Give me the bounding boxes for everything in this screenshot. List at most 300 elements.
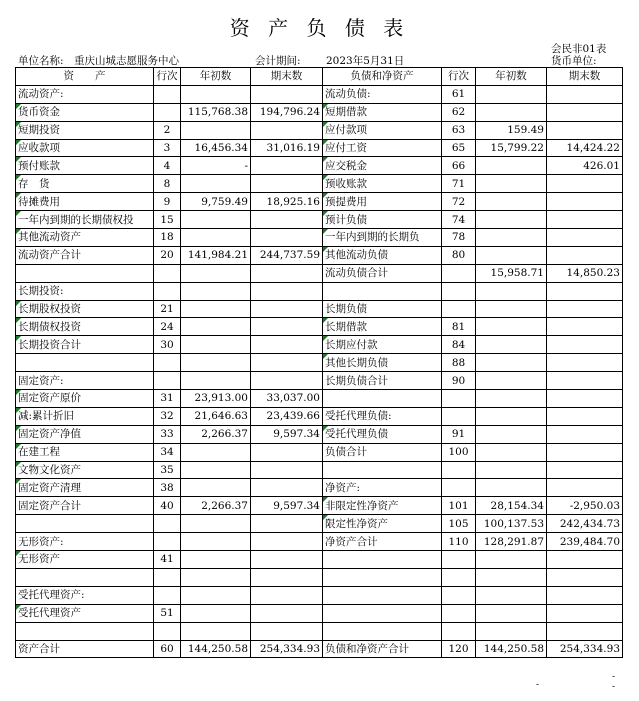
- item-name-cell: [323, 568, 442, 586]
- amount-cell: [476, 85, 547, 103]
- item-name-cell: 其他流动负债: [323, 246, 442, 264]
- item-name-cell: 预计负债: [323, 211, 442, 229]
- table-row: [16, 425, 623, 443]
- item-name-cell: [323, 551, 442, 569]
- table-row: [16, 390, 623, 408]
- line-number-cell: 101: [442, 497, 476, 515]
- column-header: 期末数: [251, 68, 323, 86]
- item-name-cell: 受托代理负债:: [323, 407, 442, 425]
- amount-cell: 426.01: [547, 157, 623, 175]
- line-number-cell: 80: [442, 246, 476, 264]
- line-number-cell: 41: [154, 551, 181, 569]
- amount-cell: [547, 282, 623, 300]
- item-name-cell: 受托代理资产: [16, 604, 154, 622]
- line-number-cell: [154, 103, 181, 121]
- item-name-cell: 流动资产:: [16, 85, 154, 103]
- line-number-cell: 72: [442, 193, 476, 211]
- amount-cell: [181, 85, 251, 103]
- amount-cell: [181, 551, 251, 569]
- amount-cell: [181, 300, 251, 318]
- amount-cell: [476, 103, 547, 121]
- amount-cell: [181, 479, 251, 497]
- amount-cell: 194,796.24: [251, 103, 323, 121]
- amount-cell: [476, 372, 547, 390]
- line-number-cell: 24: [154, 318, 181, 336]
- amount-cell: 31,016.19: [251, 139, 323, 157]
- amount-cell: [251, 372, 323, 390]
- amount-cell: [181, 461, 251, 479]
- amount-cell: [181, 372, 251, 390]
- amount-cell: 254,334.93: [251, 640, 323, 658]
- amount-cell: [251, 354, 323, 372]
- amount-cell: [476, 157, 547, 175]
- line-number-cell: [154, 586, 181, 604]
- amount-cell: [181, 443, 251, 461]
- item-name-cell: 长期股权投资: [16, 300, 154, 318]
- unit-name-label: 单位名称:: [18, 55, 64, 67]
- item-name-cell: 无形资产: [16, 551, 154, 569]
- amount-cell: 33,037.00: [251, 390, 323, 408]
- table-row: [16, 318, 623, 336]
- amount-cell: [251, 157, 323, 175]
- item-name-cell: 流动负债:: [323, 85, 442, 103]
- table-row: [16, 300, 623, 318]
- item-name-cell: 受托代理负债: [323, 425, 442, 443]
- line-number-cell: 62: [442, 103, 476, 121]
- line-number-cell: 33: [154, 425, 181, 443]
- amount-cell: [251, 461, 323, 479]
- item-name-cell: [323, 622, 442, 640]
- amount-cell: [181, 336, 251, 354]
- table-row: [16, 175, 623, 193]
- table-row: [16, 282, 623, 300]
- amount-cell: [476, 318, 547, 336]
- amount-cell: [547, 121, 623, 139]
- amount-cell: [476, 407, 547, 425]
- amount-cell: [251, 211, 323, 229]
- line-number-cell: [154, 85, 181, 103]
- amount-cell: [476, 425, 547, 443]
- footer-mark: -: [536, 680, 540, 690]
- amount-cell: 9,597.34: [251, 425, 323, 443]
- item-name-cell: [16, 515, 154, 533]
- item-name-cell: [16, 354, 154, 372]
- amount-cell: [251, 515, 323, 533]
- amount-cell: 144,250.58: [476, 640, 547, 658]
- amount-cell: [476, 336, 547, 354]
- line-number-cell: 120: [442, 640, 476, 658]
- amount-cell: 18,925.16: [251, 193, 323, 211]
- amount-cell: 16,456.34: [181, 139, 251, 157]
- report-title: 资 产 负 债 表: [229, 16, 410, 40]
- amount-cell: [251, 175, 323, 193]
- table-row: [16, 497, 623, 515]
- item-name-cell: 固定资产合计: [16, 497, 154, 515]
- amount-cell: [547, 551, 623, 569]
- amount-cell: 159.49: [476, 121, 547, 139]
- table-row: [16, 246, 623, 264]
- line-number-cell: [442, 407, 476, 425]
- form-code: 会民非01表: [551, 43, 607, 55]
- amount-cell: [251, 300, 323, 318]
- amount-cell: [547, 85, 623, 103]
- item-name-cell: 长期债权投资: [16, 318, 154, 336]
- table-row: [16, 479, 623, 497]
- amount-cell: [547, 211, 623, 229]
- line-number-cell: 110: [442, 533, 476, 551]
- line-number-cell: 3: [154, 139, 181, 157]
- line-number-cell: [154, 282, 181, 300]
- table-row: [16, 354, 623, 372]
- line-number-cell: 21: [154, 300, 181, 318]
- amount-cell: [181, 515, 251, 533]
- item-name-cell: 固定资产原价: [16, 390, 154, 408]
- amount-cell: 239,484.70: [547, 533, 623, 551]
- table-row: [16, 443, 623, 461]
- amount-cell: [476, 479, 547, 497]
- amount-cell: 100,137.53: [476, 515, 547, 533]
- item-name-cell: 负债合计: [323, 443, 442, 461]
- amount-cell: [547, 604, 623, 622]
- item-name-cell: 长期投资:: [16, 282, 154, 300]
- line-number-cell: 30: [154, 336, 181, 354]
- unit-name-value: 重庆山城志愿服务中心: [74, 55, 179, 67]
- item-name-cell: 预收账款: [323, 175, 442, 193]
- amount-cell: 14,424.22: [547, 139, 623, 157]
- table-row: [16, 515, 623, 533]
- line-number-cell: [154, 264, 181, 282]
- table-row: [16, 336, 623, 354]
- column-header: 资 产: [16, 68, 154, 86]
- amount-cell: [547, 336, 623, 354]
- table-row: [16, 568, 623, 586]
- amount-cell: [251, 533, 323, 551]
- amount-cell: [251, 568, 323, 586]
- table-row: [16, 407, 623, 425]
- item-name-cell: 长期负债: [323, 300, 442, 318]
- amount-cell: 2,266.37: [181, 497, 251, 515]
- line-number-cell: [442, 282, 476, 300]
- line-number-cell: [442, 264, 476, 282]
- amount-cell: 21,646.63: [181, 407, 251, 425]
- table-row: [16, 139, 623, 157]
- amount-cell: [547, 175, 623, 193]
- item-name-cell: 文物文化资产: [16, 461, 154, 479]
- table-row: [16, 103, 623, 121]
- item-name-cell: [323, 586, 442, 604]
- item-name-cell: 净资产合计: [323, 533, 442, 551]
- amount-cell: [251, 282, 323, 300]
- line-number-cell: 91: [442, 425, 476, 443]
- item-name-cell: 在建工程: [16, 443, 154, 461]
- amount-cell: -: [181, 157, 251, 175]
- item-name-cell: 存 货: [16, 175, 154, 193]
- item-name-cell: 限定性净资产: [323, 515, 442, 533]
- amount-cell: [181, 175, 251, 193]
- amount-cell: 15,799.22: [476, 139, 547, 157]
- amount-cell: [547, 407, 623, 425]
- line-number-cell: 60: [154, 640, 181, 658]
- item-name-cell: 固定资产净值: [16, 425, 154, 443]
- balance-sheet-table: [15, 67, 623, 658]
- table-row: [16, 622, 623, 640]
- item-name-cell: 长期投资合计: [16, 336, 154, 354]
- line-number-cell: 78: [442, 229, 476, 247]
- line-number-cell: [442, 300, 476, 318]
- item-name-cell: [16, 622, 154, 640]
- amount-cell: [547, 193, 623, 211]
- amount-cell: [476, 354, 547, 372]
- period-label: 会计期间:: [255, 55, 301, 67]
- line-number-cell: [442, 390, 476, 408]
- amount-cell: 144,250.58: [181, 640, 251, 658]
- amount-cell: [181, 318, 251, 336]
- table-row: [16, 264, 623, 282]
- line-number-cell: 35: [154, 461, 181, 479]
- item-name-cell: 长期借款: [323, 318, 442, 336]
- table-row: [16, 157, 623, 175]
- amount-cell: [476, 300, 547, 318]
- amount-cell: [251, 229, 323, 247]
- line-number-cell: [154, 354, 181, 372]
- line-number-cell: [154, 372, 181, 390]
- column-header: 负债和净资产: [323, 68, 442, 86]
- item-name-cell: 固定资产清理: [16, 479, 154, 497]
- table-header-row: [16, 68, 623, 86]
- table-row: [16, 229, 623, 247]
- amount-cell: 254,334.93: [547, 640, 623, 658]
- table-row: [16, 640, 623, 658]
- item-name-cell: 短期借款: [323, 103, 442, 121]
- line-number-cell: 38: [154, 479, 181, 497]
- amount-cell: [547, 568, 623, 586]
- line-number-cell: 40: [154, 497, 181, 515]
- item-name-cell: 资产合计: [16, 640, 154, 658]
- amount-cell: [476, 443, 547, 461]
- amount-cell: [181, 586, 251, 604]
- item-name-cell: 其他流动资产: [16, 229, 154, 247]
- line-number-cell: 20: [154, 246, 181, 264]
- line-number-cell: 84: [442, 336, 476, 354]
- footer-mark: -: [612, 682, 616, 692]
- amount-cell: 115,768.38: [181, 103, 251, 121]
- item-name-cell: 货币资金: [16, 103, 154, 121]
- column-header: 年初数: [476, 68, 547, 86]
- amount-cell: [181, 604, 251, 622]
- amount-cell: [476, 586, 547, 604]
- line-number-cell: 100: [442, 443, 476, 461]
- line-number-cell: 71: [442, 175, 476, 193]
- item-name-cell: 流动负债合计: [323, 264, 442, 282]
- amount-cell: 28,154.34: [476, 497, 547, 515]
- item-name-cell: 待摊费用: [16, 193, 154, 211]
- amount-cell: [476, 390, 547, 408]
- item-name-cell: 流动资产合计: [16, 246, 154, 264]
- line-number-cell: [154, 568, 181, 586]
- item-name-cell: 长期应付款: [323, 336, 442, 354]
- item-name-cell: [16, 264, 154, 282]
- line-number-cell: 32: [154, 407, 181, 425]
- amount-cell: 23,913.00: [181, 390, 251, 408]
- line-number-cell: 88: [442, 354, 476, 372]
- item-name-cell: 固定资产:: [16, 372, 154, 390]
- line-number-cell: 90: [442, 372, 476, 390]
- line-number-cell: 66: [442, 157, 476, 175]
- line-number-cell: 74: [442, 211, 476, 229]
- footer-mark: -: [612, 672, 616, 682]
- amount-cell: [547, 425, 623, 443]
- item-name-cell: 预提费用: [323, 193, 442, 211]
- amount-cell: [547, 354, 623, 372]
- line-number-cell: 105: [442, 515, 476, 533]
- amount-cell: -2,950.03: [547, 497, 623, 515]
- item-name-cell: 其他长期负债: [323, 354, 442, 372]
- amount-cell: [476, 568, 547, 586]
- amount-cell: [476, 246, 547, 264]
- amount-cell: [476, 229, 547, 247]
- amount-cell: [547, 390, 623, 408]
- column-header: 期末数: [547, 68, 623, 86]
- table-row: [16, 551, 623, 569]
- amount-cell: [476, 461, 547, 479]
- item-name-cell: 减:累计折旧: [16, 407, 154, 425]
- amount-cell: [547, 246, 623, 264]
- column-header: 年初数: [181, 68, 251, 86]
- line-number-cell: [442, 568, 476, 586]
- amount-cell: [251, 443, 323, 461]
- item-name-cell: 预付账款: [16, 157, 154, 175]
- item-name-cell: 短期投资: [16, 121, 154, 139]
- item-name-cell: 应付款项: [323, 121, 442, 139]
- amount-cell: [181, 282, 251, 300]
- amount-cell: 9,597.34: [251, 497, 323, 515]
- amount-cell: [476, 551, 547, 569]
- column-header: 行次: [442, 68, 476, 86]
- amount-cell: [547, 372, 623, 390]
- amount-cell: [181, 354, 251, 372]
- amount-cell: 9,759.49: [181, 193, 251, 211]
- item-name-cell: [16, 568, 154, 586]
- amount-cell: [476, 282, 547, 300]
- line-number-cell: [154, 533, 181, 551]
- amount-cell: [476, 175, 547, 193]
- table-row: [16, 211, 623, 229]
- item-name-cell: 非限定性净资产: [323, 497, 442, 515]
- item-name-cell: 一年内到期的长期负: [323, 229, 442, 247]
- line-number-cell: 81: [442, 318, 476, 336]
- line-number-cell: 2: [154, 121, 181, 139]
- item-name-cell: [323, 282, 442, 300]
- amount-cell: [476, 604, 547, 622]
- amount-cell: [251, 264, 323, 282]
- amount-cell: [251, 586, 323, 604]
- line-number-cell: 31: [154, 390, 181, 408]
- item-name-cell: 应收款项: [16, 139, 154, 157]
- column-header: 行次: [154, 68, 181, 86]
- amount-cell: [251, 318, 323, 336]
- amount-cell: [547, 461, 623, 479]
- amount-cell: 23,439.66: [251, 407, 323, 425]
- line-number-cell: [442, 551, 476, 569]
- item-name-cell: [323, 604, 442, 622]
- amount-cell: [547, 622, 623, 640]
- item-name-cell: 无形资产:: [16, 533, 154, 551]
- item-name-cell: 长期负债合计: [323, 372, 442, 390]
- amount-cell: 2,266.37: [181, 425, 251, 443]
- item-name-cell: [323, 390, 442, 408]
- line-number-cell: [154, 515, 181, 533]
- line-number-cell: 18: [154, 229, 181, 247]
- amount-cell: [547, 300, 623, 318]
- amount-cell: [476, 193, 547, 211]
- amount-cell: [181, 264, 251, 282]
- amount-cell: 128,291.87: [476, 533, 547, 551]
- amount-cell: [251, 551, 323, 569]
- line-number-cell: [154, 622, 181, 640]
- table-row: [16, 372, 623, 390]
- amount-cell: [181, 568, 251, 586]
- amount-cell: [547, 229, 623, 247]
- amount-cell: [181, 533, 251, 551]
- amount-cell: 141,984.21: [181, 246, 251, 264]
- line-number-cell: [442, 461, 476, 479]
- amount-cell: [181, 121, 251, 139]
- line-number-cell: 34: [154, 443, 181, 461]
- amount-cell: [251, 622, 323, 640]
- line-number-cell: [442, 479, 476, 497]
- amount-cell: 14,850.23: [547, 264, 623, 282]
- line-number-cell: [442, 586, 476, 604]
- amount-cell: 242,434.73: [547, 515, 623, 533]
- line-number-cell: 8: [154, 175, 181, 193]
- item-name-cell: [323, 461, 442, 479]
- table-row: [16, 533, 623, 551]
- amount-cell: 15,958.71: [476, 264, 547, 282]
- item-name-cell: 一年内到期的长期债权投: [16, 211, 154, 229]
- amount-cell: [251, 85, 323, 103]
- amount-cell: [251, 604, 323, 622]
- amount-cell: [547, 443, 623, 461]
- amount-cell: [547, 479, 623, 497]
- line-number-cell: 65: [442, 139, 476, 157]
- amount-cell: [547, 318, 623, 336]
- line-number-cell: 15: [154, 211, 181, 229]
- item-name-cell: 应交税金: [323, 157, 442, 175]
- period-value: 2023年5月31日: [326, 55, 405, 67]
- amount-cell: [547, 586, 623, 604]
- currency-unit-label: 货币单位:: [551, 55, 597, 67]
- amount-cell: 244,737.59: [251, 246, 323, 264]
- amount-cell: [476, 211, 547, 229]
- item-name-cell: 应付工资: [323, 139, 442, 157]
- table-row: [16, 121, 623, 139]
- table-row: [16, 193, 623, 211]
- amount-cell: [547, 103, 623, 121]
- line-number-cell: [442, 604, 476, 622]
- table-row: [16, 586, 623, 604]
- amount-cell: [181, 622, 251, 640]
- table-row: [16, 604, 623, 622]
- amount-cell: [476, 622, 547, 640]
- item-name-cell: 受托代理资产:: [16, 586, 154, 604]
- table-row: [16, 461, 623, 479]
- table-row: [16, 85, 623, 103]
- amount-cell: [251, 336, 323, 354]
- line-number-cell: 51: [154, 604, 181, 622]
- line-number-cell: 4: [154, 157, 181, 175]
- line-number-cell: 61: [442, 85, 476, 103]
- amount-cell: [181, 211, 251, 229]
